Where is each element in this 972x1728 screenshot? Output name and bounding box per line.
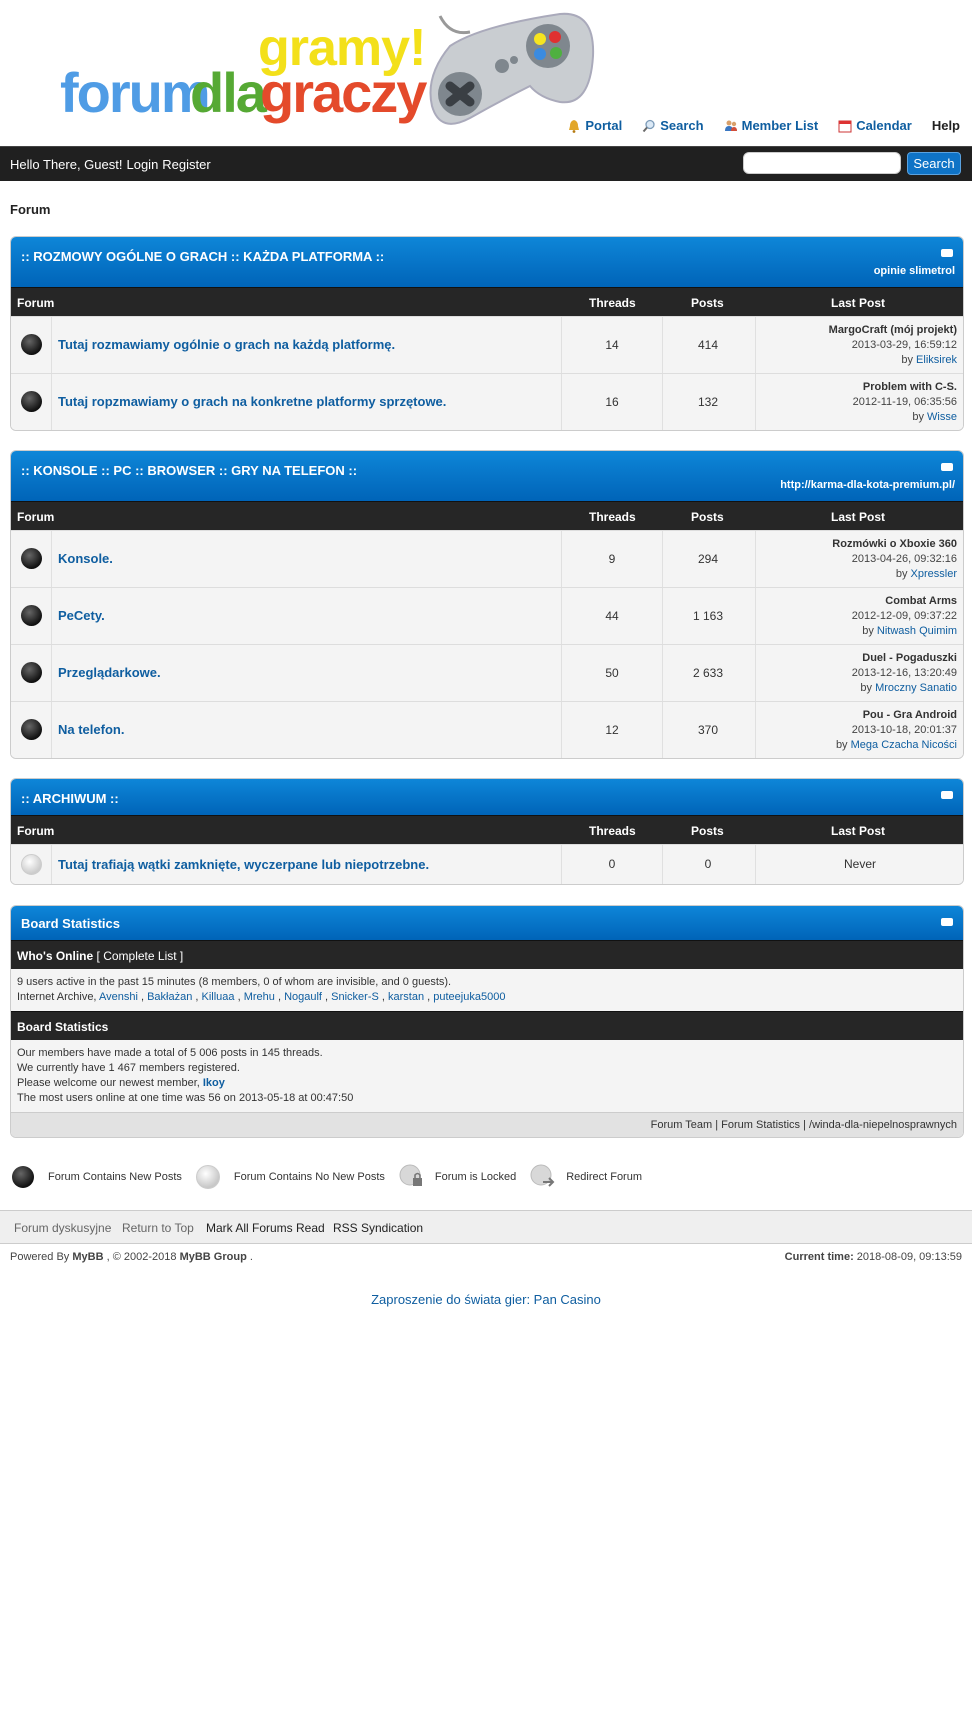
new-posts-icon xyxy=(21,719,42,740)
board-stats-header xyxy=(11,1011,963,1040)
col-posts: Posts xyxy=(691,510,724,524)
online-user[interactable]: Avenshi xyxy=(98,991,138,1003)
online-users-list: Internet Archive, Avenshi , Bakłażan , Killuaa , Mrehu , Nogaulf , Snicker-S , karstan , puteejuka5000 xyxy=(17,991,506,1003)
last-post xyxy=(853,380,957,425)
winda-link[interactable]: /winda-dla-niepelnosprawnych xyxy=(809,1119,957,1131)
by-label: by xyxy=(862,625,874,637)
logo-gramy: gramy! xyxy=(258,19,426,77)
legend-item xyxy=(12,1166,182,1188)
mark-read-link[interactable]: Mark All Forums Read xyxy=(206,1221,325,1235)
forum-statistics-link[interactable]: Forum Statistics xyxy=(721,1119,801,1131)
category-description[interactable]: http://karma-dla-kota-premium.pl/ xyxy=(780,479,955,491)
last-post-user[interactable]: Wisse xyxy=(927,411,957,423)
forum-link[interactable]: Na telefon. xyxy=(58,722,125,737)
redirect-icon xyxy=(530,1164,556,1190)
last-post-title[interactable]: Combat Arms xyxy=(885,595,957,607)
post-count: 132 xyxy=(697,395,719,409)
calendar-icon xyxy=(838,119,852,133)
online-user[interactable]: Mrehu xyxy=(243,991,275,1003)
search-input[interactable] xyxy=(743,152,901,174)
forum-row xyxy=(11,701,963,758)
copyright xyxy=(10,1251,253,1263)
last-post xyxy=(852,651,957,696)
by-label: by xyxy=(860,682,872,694)
last-post-date: 2013-03-29, 16:59:12 xyxy=(851,339,957,351)
newest-member-link[interactable]: Ikoy xyxy=(202,1077,225,1089)
last-post-title[interactable]: Pou - Gra Android xyxy=(862,709,957,721)
user-panel xyxy=(0,146,972,181)
forum-row xyxy=(11,644,963,701)
current-time-label: Current time: xyxy=(784,1251,854,1263)
bell-icon xyxy=(567,119,581,133)
breadcrumb[interactable]: Forum xyxy=(10,202,51,217)
category-description: opinie slimetrol xyxy=(873,265,955,277)
collapse-icon[interactable] xyxy=(941,791,953,799)
forum-row xyxy=(11,587,963,644)
forum-team-link[interactable]: Forum Team xyxy=(650,1119,713,1131)
online-user[interactable]: karstan xyxy=(388,991,425,1003)
forum-row xyxy=(11,530,963,587)
col-forum: Forum xyxy=(17,296,55,310)
last-post xyxy=(852,594,957,639)
nav-search[interactable] xyxy=(642,118,703,133)
magnifier-icon xyxy=(642,119,656,133)
current-time xyxy=(785,1251,962,1263)
powered-prefix: Powered By xyxy=(10,1251,70,1263)
logo-graczy: graczy xyxy=(260,61,426,124)
thread-count: 50 xyxy=(561,645,663,701)
thread-count: 14 xyxy=(561,317,663,373)
col-forum: Forum xyxy=(17,824,55,838)
last-post-date: 2013-12-16, 13:20:49 xyxy=(851,667,957,679)
copyright-end: . xyxy=(249,1251,253,1263)
footer-home-link[interactable]: Forum dyskusyjne xyxy=(14,1221,112,1235)
column-header-row xyxy=(11,501,963,530)
logo-dla: dla xyxy=(190,61,265,124)
new-posts-icon xyxy=(21,662,42,683)
post-count: 0 xyxy=(704,857,712,871)
col-forum: Forum xyxy=(17,510,55,524)
online-user[interactable]: Killuaa xyxy=(201,991,235,1003)
category-header xyxy=(11,451,963,501)
nav-help-label: Help xyxy=(931,118,960,133)
last-post-title[interactable]: Duel - Pogaduszki xyxy=(862,652,957,664)
last-post-user[interactable]: Nitwash Quimim xyxy=(876,625,957,637)
post-count: 414 xyxy=(697,338,719,352)
forum-row xyxy=(11,844,963,884)
legend-label: Redirect Forum xyxy=(566,1171,642,1183)
last-post-never: Never xyxy=(755,845,964,884)
by-label: by xyxy=(835,739,848,751)
current-time-value: 2018-08-09, 09:13:59 xyxy=(856,1251,962,1263)
nav-portal[interactable] xyxy=(567,118,622,133)
online-user[interactable]: puteejuka5000 xyxy=(433,991,506,1003)
logo-forum: forum xyxy=(60,61,209,124)
by-label: by xyxy=(912,411,924,423)
nav-calendar[interactable] xyxy=(838,118,912,133)
forum-legend xyxy=(12,1164,656,1190)
forum-link[interactable]: Przeglądarkowe. xyxy=(58,665,161,680)
site-logo[interactable] xyxy=(60,19,426,130)
category-table xyxy=(10,236,964,431)
category-title[interactable]: :: ROZMOWY OGÓLNE O GRACH :: KAŻDA PLATFORMA :: xyxy=(21,249,385,264)
stats-title: Board Statistics xyxy=(21,916,120,931)
mybb-group-link[interactable]: MyBB Group xyxy=(179,1251,247,1263)
legend-label: Forum is Locked xyxy=(434,1171,517,1183)
online-user[interactable]: Bakłażan xyxy=(147,991,193,1003)
rss-link[interactable]: RSS Syndication xyxy=(333,1221,424,1235)
online-user[interactable]: Snicker-S xyxy=(331,991,379,1003)
search-button[interactable]: Search xyxy=(907,152,961,175)
nav-portal-label: Portal xyxy=(585,118,623,133)
collapse-icon[interactable] xyxy=(941,918,953,926)
online-prefix: Internet Archive, xyxy=(17,991,97,1003)
by-label: by xyxy=(895,568,908,580)
last-post-date: 2012-11-19, 06:35:56 xyxy=(852,396,957,408)
top-navigation xyxy=(567,118,960,133)
col-posts: Posts xyxy=(691,824,724,838)
post-count: 294 xyxy=(697,552,719,566)
col-threads: Threads xyxy=(589,510,636,524)
last-post xyxy=(836,708,957,753)
forum-link[interactable]: Konsole. xyxy=(58,551,113,566)
board-statistics xyxy=(10,905,964,1138)
lock-icon xyxy=(399,1164,425,1190)
by-label: by xyxy=(901,354,913,366)
login-link[interactable]: Login xyxy=(126,157,159,172)
no-new-posts-icon xyxy=(196,1165,220,1189)
thread-count: 16 xyxy=(561,374,663,430)
active-users-text: 9 users active in the past 15 minutes (8 members, 0 of whom are invisible, and 0 guests). xyxy=(17,976,452,988)
last-post-date: 2013-04-26, 09:32:16 xyxy=(851,553,957,565)
stats-footer: Forum Team | Forum Statistics | /winda-dla-niepelnosprawnych xyxy=(11,1112,963,1137)
legend-item xyxy=(530,1164,642,1190)
col-threads: Threads xyxy=(589,296,636,310)
category-table xyxy=(10,778,964,885)
stats-header xyxy=(11,906,963,940)
thread-count: 12 xyxy=(561,702,663,758)
forum-row xyxy=(11,316,963,373)
last-post-user[interactable]: Mega Czacha Nicości xyxy=(850,739,957,751)
collapse-icon[interactable] xyxy=(941,463,953,471)
register-link[interactable]: Register xyxy=(162,157,211,172)
copyright-years: , © 2002-2018 xyxy=(106,1251,177,1263)
legend-item xyxy=(196,1165,385,1189)
forum-link[interactable]: Tutaj ropzmawiamy o grach na konkretne platformy sprzętowe. xyxy=(58,394,447,409)
col-last-post: Last Post xyxy=(831,296,886,310)
last-post-user[interactable]: Xpressler xyxy=(910,568,957,580)
welcome-text xyxy=(10,157,215,172)
post-count: 370 xyxy=(697,723,719,737)
gamepad-icon xyxy=(410,6,600,130)
last-post-user[interactable]: Eliksirek xyxy=(916,354,957,366)
whos-online-label xyxy=(17,949,183,963)
new-posts-icon xyxy=(21,334,42,355)
collapse-icon[interactable] xyxy=(941,249,953,257)
column-header-row xyxy=(11,287,963,316)
thread-count: 9 xyxy=(561,531,663,587)
last-post-date: 2012-12-09, 09:37:22 xyxy=(851,610,957,622)
whos-online-body xyxy=(11,969,963,1011)
no-new-posts-icon xyxy=(21,854,42,875)
category-header xyxy=(11,779,963,815)
board-stats-body xyxy=(11,1040,963,1112)
online-user[interactable]: Nogaulf xyxy=(284,991,322,1003)
nav-calendar-label: Calendar xyxy=(856,118,912,133)
col-posts: Posts xyxy=(691,296,724,310)
newest-member-prefix: Please welcome our newest member, xyxy=(17,1077,200,1089)
whos-online-title: Who's Online xyxy=(17,949,94,963)
complete-list-link[interactable]: [ Complete List ] xyxy=(96,949,184,963)
whos-online-header xyxy=(11,940,963,969)
col-threads: Threads xyxy=(589,824,636,838)
new-posts-icon xyxy=(21,548,42,569)
forum-link[interactable]: Tutaj rozmawiamy ogólnie o grach na każdą platformę. xyxy=(58,337,396,352)
legend-label: Forum Contains New Posts xyxy=(48,1171,182,1183)
nav-search-label: Search xyxy=(660,118,704,133)
legend-item xyxy=(399,1164,516,1190)
col-last-post: Last Post xyxy=(831,824,886,838)
category-title[interactable]: :: KONSOLE :: PC :: BROWSER :: GRY NA TELEFON :: xyxy=(21,463,358,478)
last-post xyxy=(832,537,957,582)
legend-label: Forum Contains No New Posts xyxy=(233,1171,385,1183)
category-title[interactable]: :: ARCHIWUM :: xyxy=(21,791,119,806)
new-posts-icon xyxy=(21,391,42,412)
column-header-row xyxy=(11,815,963,844)
nav-help[interactable] xyxy=(932,118,960,133)
last-post-date: 2013-10-18, 20:01:37 xyxy=(851,724,957,736)
greeting: Hello There, Guest! xyxy=(10,157,123,172)
post-count: 1 163 xyxy=(692,609,724,623)
forum-link[interactable]: Tutaj trafiają wątki zamknięte, wyczerpane lub niepotrzebne. xyxy=(58,857,430,872)
thread-count: 44 xyxy=(561,588,663,644)
nav-member-list[interactable] xyxy=(724,118,819,133)
category-header xyxy=(11,237,963,287)
mybb-link[interactable]: MyBB xyxy=(72,1251,104,1263)
nav-member-list-label: Member List xyxy=(741,118,819,133)
promo-link[interactable]: Zaproszenie do świata gier: Pan Casino xyxy=(371,1292,601,1307)
header xyxy=(0,0,972,146)
board-stats-label: Board Statistics xyxy=(17,1020,109,1034)
forum-row xyxy=(11,373,963,430)
stats-line: Our members have made a total of 5 006 posts in 145 threads. xyxy=(17,1047,323,1059)
post-count: 2 633 xyxy=(692,666,724,680)
stats-line: The most users online at one time was 56 on 2013-05-18 at 00:47:50 xyxy=(17,1092,354,1104)
stats-line: We currently have 1 467 members registered. xyxy=(17,1062,240,1074)
stats-line xyxy=(17,1076,957,1091)
return-to-top-link[interactable]: Return to Top xyxy=(122,1221,194,1235)
last-post-title[interactable]: MargoCraft (mój projekt) xyxy=(828,324,957,336)
forum-link[interactable]: PeCety. xyxy=(58,608,105,623)
last-post-user[interactable]: Mroczny Sanatio xyxy=(875,682,957,694)
col-last-post: Last Post xyxy=(831,510,886,524)
last-post-title[interactable]: Problem with C-S. xyxy=(862,381,957,393)
thread-count: 0 xyxy=(561,845,663,884)
new-posts-icon xyxy=(12,1166,34,1188)
new-posts-icon xyxy=(21,605,42,626)
last-post xyxy=(829,323,957,368)
category-table xyxy=(10,450,964,759)
last-post-title[interactable]: Rozmówki o Xboxie 360 xyxy=(832,538,957,550)
footer-links-bar xyxy=(0,1210,972,1244)
members-icon xyxy=(724,119,738,133)
